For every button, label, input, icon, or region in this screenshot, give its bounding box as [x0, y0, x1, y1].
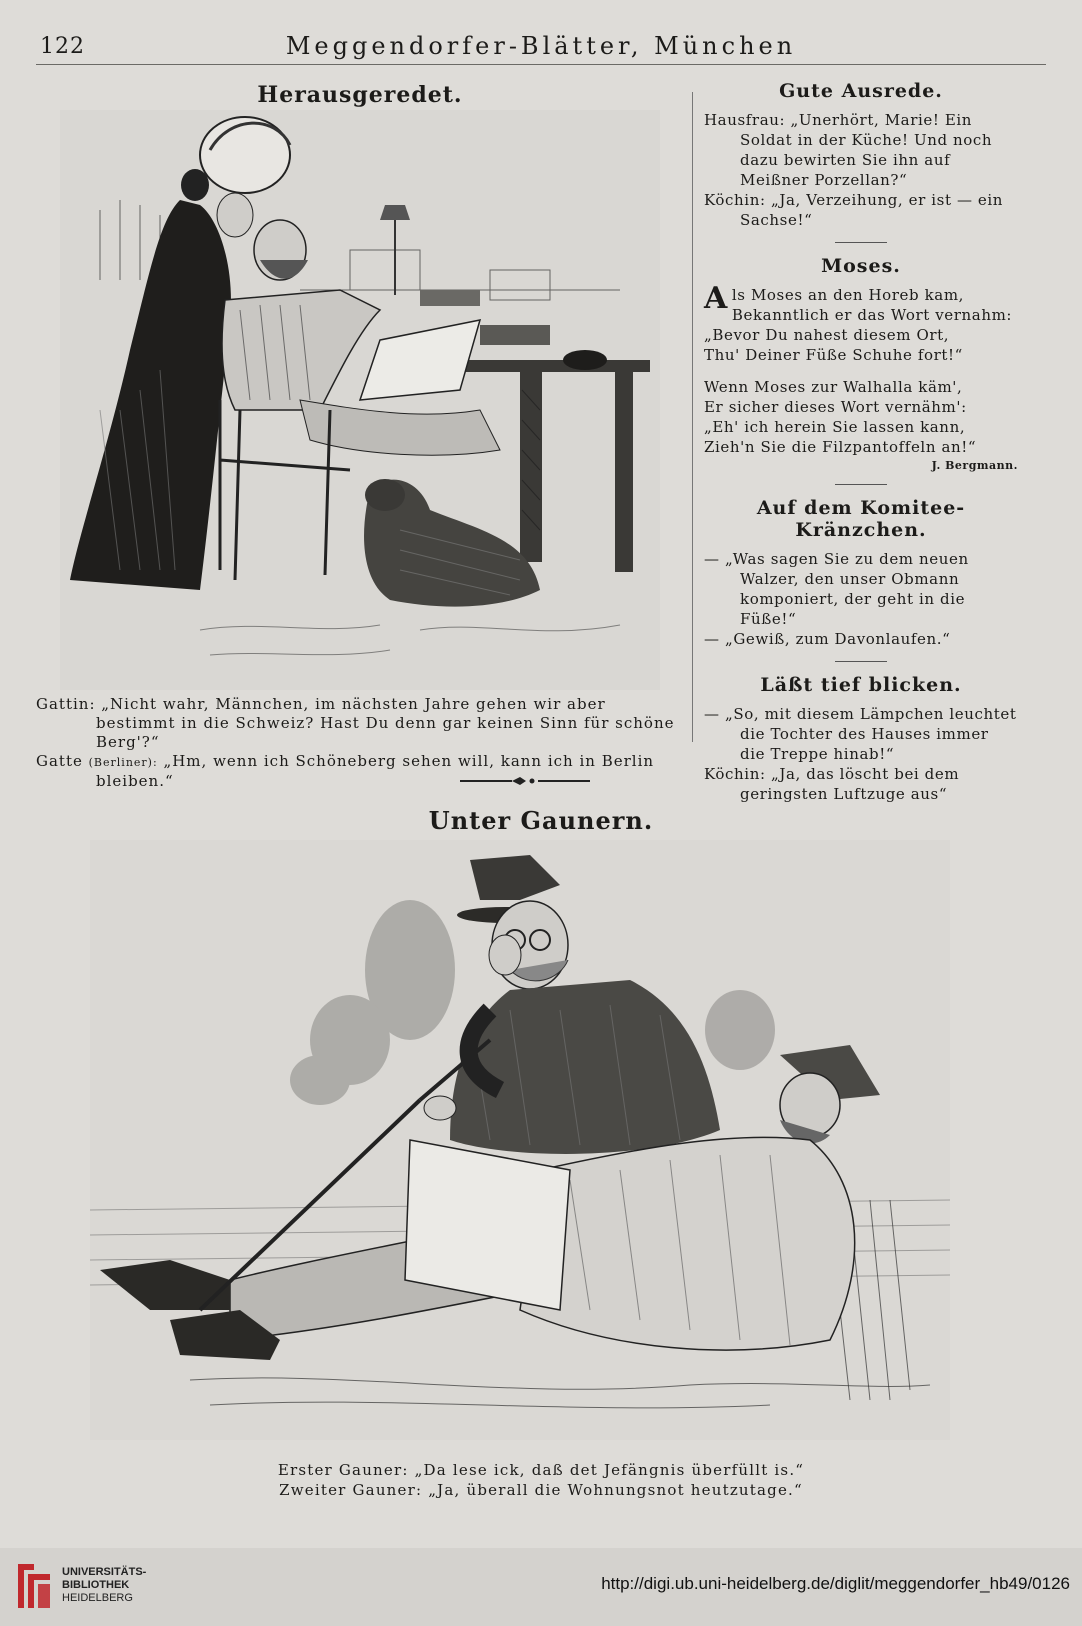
journal-title: Meggendorfer-Blätter, München [285, 32, 797, 60]
ornament-divider [460, 775, 590, 787]
university-library-logo-icon [14, 1560, 54, 1612]
source-url-link[interactable]: http://digi.ub.uni-heidelberg.de/diglit/meggendorfer_hb49/0126 [601, 1574, 1070, 1593]
section-laesst [704, 674, 1018, 804]
speech: „Ja, Verzeihung, er ist — ein Sachse!“ [740, 191, 1004, 229]
section-gute-ausrede [704, 80, 1018, 230]
dialogue-line [704, 190, 1018, 230]
dialogue-line: — „Was sagen Sie zu dem neuen Walzer, den unser Obmann komponiert, der geht in die Füße!“ [704, 550, 969, 628]
speech: „So, mit diesem Lämpchen leuchtet die Tochter des Hauses immer die Treppe hinab!“ [724, 705, 1017, 763]
poem-line: Bekanntlich er das Wort vernahm: [731, 306, 1013, 324]
illustration-couple-at-desk [60, 110, 660, 690]
dialogue-line [704, 110, 1018, 190]
caption-line-wife [36, 695, 682, 752]
poem-line: Zieh'n Sie die Filzpantoffeln an!“ [704, 438, 977, 456]
section-komitee [704, 497, 1018, 649]
bottom-cartoon-caption [0, 1460, 1082, 1500]
speaker: — [704, 705, 720, 723]
poem-line: Thu' Deiner Füße Schuhe fort!“ [704, 346, 963, 364]
page-number: 122 [40, 34, 85, 59]
library-name-line: HEIDELBERG [62, 1592, 133, 1604]
poem-stanza-1 [704, 281, 1018, 365]
section-moses [704, 255, 1018, 472]
author: J. Bergmann. [931, 459, 1018, 472]
speaker-note: (Berliner): [88, 756, 158, 769]
dialogue-line: — „Gewiß, zum Davonlaufen.“ [704, 630, 951, 648]
poem-line: Er sicher dieses Wort vernähm': [704, 398, 967, 416]
speech: „Unerhört, Marie! Ein Soldat in der Küche! Und noch dazu bewirten Sie ihn auf Meißner Porzellan?“ [740, 111, 993, 189]
section-divider [835, 661, 887, 662]
poem-line: Wenn Moses zur Walhalla käm', [704, 378, 963, 396]
section-title: Gute Ausrede. [779, 80, 943, 102]
library-footer [0, 1548, 1082, 1626]
speaker: Köchin: [704, 191, 766, 209]
library-name-line: BIBLIOTHEK [62, 1579, 130, 1591]
dialogue-line [704, 704, 1018, 764]
section-divider [835, 484, 887, 485]
dropcap: A [704, 281, 728, 316]
dialogue-line [704, 764, 1018, 804]
speaker: Köchin: [704, 765, 766, 783]
section-title: Auf dem Komitee-Kränzchen. [756, 497, 966, 541]
section-divider [835, 242, 887, 243]
left-cartoon-title: Herausgeredet. [257, 82, 463, 108]
speaker-husband: Gatte [36, 752, 83, 770]
section-title: Moses. [821, 255, 901, 277]
caption-line-second-rogue: Zweiter Gauner: „Ja, überall die Wohnungsnot heutzutage.“ [279, 1481, 803, 1499]
speech-husband: „Hm, wenn ich Schöneberg sehen will, kann ich in Berlin bleiben.“ [96, 752, 655, 790]
speaker-wife: Gattin: [36, 695, 96, 713]
poem-line: „Eh' ich herein Sie lassen kann, [704, 418, 966, 436]
library-name-line: UNIVERSITÄTS- [62, 1566, 147, 1578]
running-head [36, 28, 1046, 65]
caption-line-first-rogue: Erster Gauner: „Da lese ick, daß det Jefängnis überfüllt is.“ [277, 1461, 805, 1479]
speaker: Hausfrau: [704, 111, 786, 129]
illustration-two-rogues [90, 840, 950, 1440]
section-title: Läßt tief blicken. [760, 674, 962, 696]
library-name [62, 1566, 146, 1605]
poem-line: ls Moses an den Horeb kam, [731, 286, 965, 304]
speech-wife: „Nicht wahr, Männchen, im nächsten Jahre gehen wir aber bestimmt in die Schweiz? Hast Du denn gar keinen Sinn für schöne Berg'?“ [96, 695, 675, 751]
column-divider [692, 92, 693, 742]
right-column [704, 80, 1018, 804]
poem-stanza-2 [704, 377, 1018, 457]
speech: „Ja, das löscht bei dem geringsten Luftzuge aus“ [740, 765, 960, 803]
poem-line: „Bevor Du nahest diesem Ort, [704, 326, 950, 344]
bottom-cartoon-title: Unter Gaunern. [428, 806, 654, 835]
